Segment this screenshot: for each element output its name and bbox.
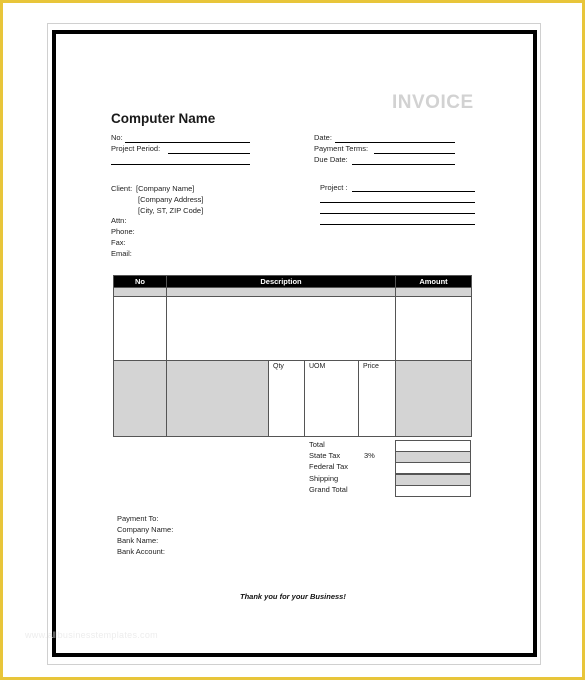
fax-label: Fax: (111, 238, 126, 247)
invoice-frame (52, 30, 537, 657)
no-label: No: (111, 133, 123, 142)
price-cell[interactable] (359, 361, 396, 437)
qty-cell[interactable] (269, 361, 305, 437)
company-name: Computer Name (111, 111, 216, 126)
column-header-description: Description (167, 276, 396, 288)
project-field-line-4[interactable] (320, 224, 475, 225)
project-field-line-1[interactable] (352, 191, 475, 192)
phone-label: Phone: (111, 227, 135, 236)
attn-label: Attn: (111, 216, 127, 225)
detail-cell-description[interactable] (167, 361, 269, 437)
client-city-line: [City, ST, ZIP Code] (138, 206, 204, 215)
email-label: Email: (111, 249, 132, 258)
total-label: Total (309, 440, 325, 449)
project-period-label: Project Period: (111, 144, 161, 153)
payment-to-label: Payment To: (117, 514, 159, 523)
project-field-line-2[interactable] (320, 202, 475, 203)
shaded-cell-no[interactable] (114, 288, 167, 297)
thank-you-message: Thank you for your Business! (240, 592, 346, 601)
detail-cell-no[interactable] (114, 361, 167, 437)
items-table (113, 275, 472, 437)
due-date-field-line[interactable] (352, 164, 455, 165)
shipping-label: Shipping (309, 474, 339, 483)
project-period-field-line[interactable] (168, 153, 250, 154)
column-header-no: No (114, 276, 167, 288)
grand-total-label: Grand Total (309, 485, 348, 494)
state-tax-label: State Tax (309, 451, 341, 460)
qty-label: Qty (273, 363, 284, 370)
column-header-amount: Amount (396, 276, 472, 288)
shaded-cell-amount[interactable] (396, 288, 472, 297)
price-label: Price (363, 363, 379, 370)
shaded-cell-description[interactable] (167, 288, 396, 297)
item-cell-description[interactable] (167, 297, 396, 361)
client-company-name: [Company Name] (136, 184, 195, 193)
bank-account-label: Bank Account: (117, 547, 165, 556)
date-field-line[interactable] (335, 142, 455, 143)
date-label: Date: (314, 133, 332, 142)
project-period-extra-line[interactable] (111, 164, 250, 165)
due-date-label: Due Date: (314, 155, 348, 164)
watermark: www.allbusinesstemplates.com (25, 630, 158, 640)
federal-tax-label: Federal Tax (309, 462, 349, 471)
payment-terms-field-line[interactable] (374, 153, 455, 154)
bank-name-label: Bank Name: (117, 536, 159, 545)
page-background (3, 3, 582, 677)
detail-cell-amount[interactable] (396, 361, 472, 437)
payment-company-name-label: Company Name: (117, 525, 174, 534)
no-field-line[interactable] (125, 142, 250, 143)
federal-tax-value-box[interactable] (395, 462, 471, 474)
uom-cell[interactable] (305, 361, 359, 437)
client-label: Client: (111, 184, 133, 193)
item-cell-no[interactable] (114, 297, 167, 361)
project-field-line-3[interactable] (320, 213, 475, 214)
document-title: INVOICE (392, 92, 474, 113)
payment-terms-label: Payment Terms: (314, 144, 369, 153)
client-company-address: [Company Address] (138, 195, 204, 204)
state-tax-rate: 3% (364, 451, 375, 460)
grand-total-value-box[interactable] (395, 485, 471, 497)
item-cell-amount[interactable] (396, 297, 472, 361)
uom-label: UOM (309, 363, 326, 370)
project-label: Project : (320, 183, 348, 192)
